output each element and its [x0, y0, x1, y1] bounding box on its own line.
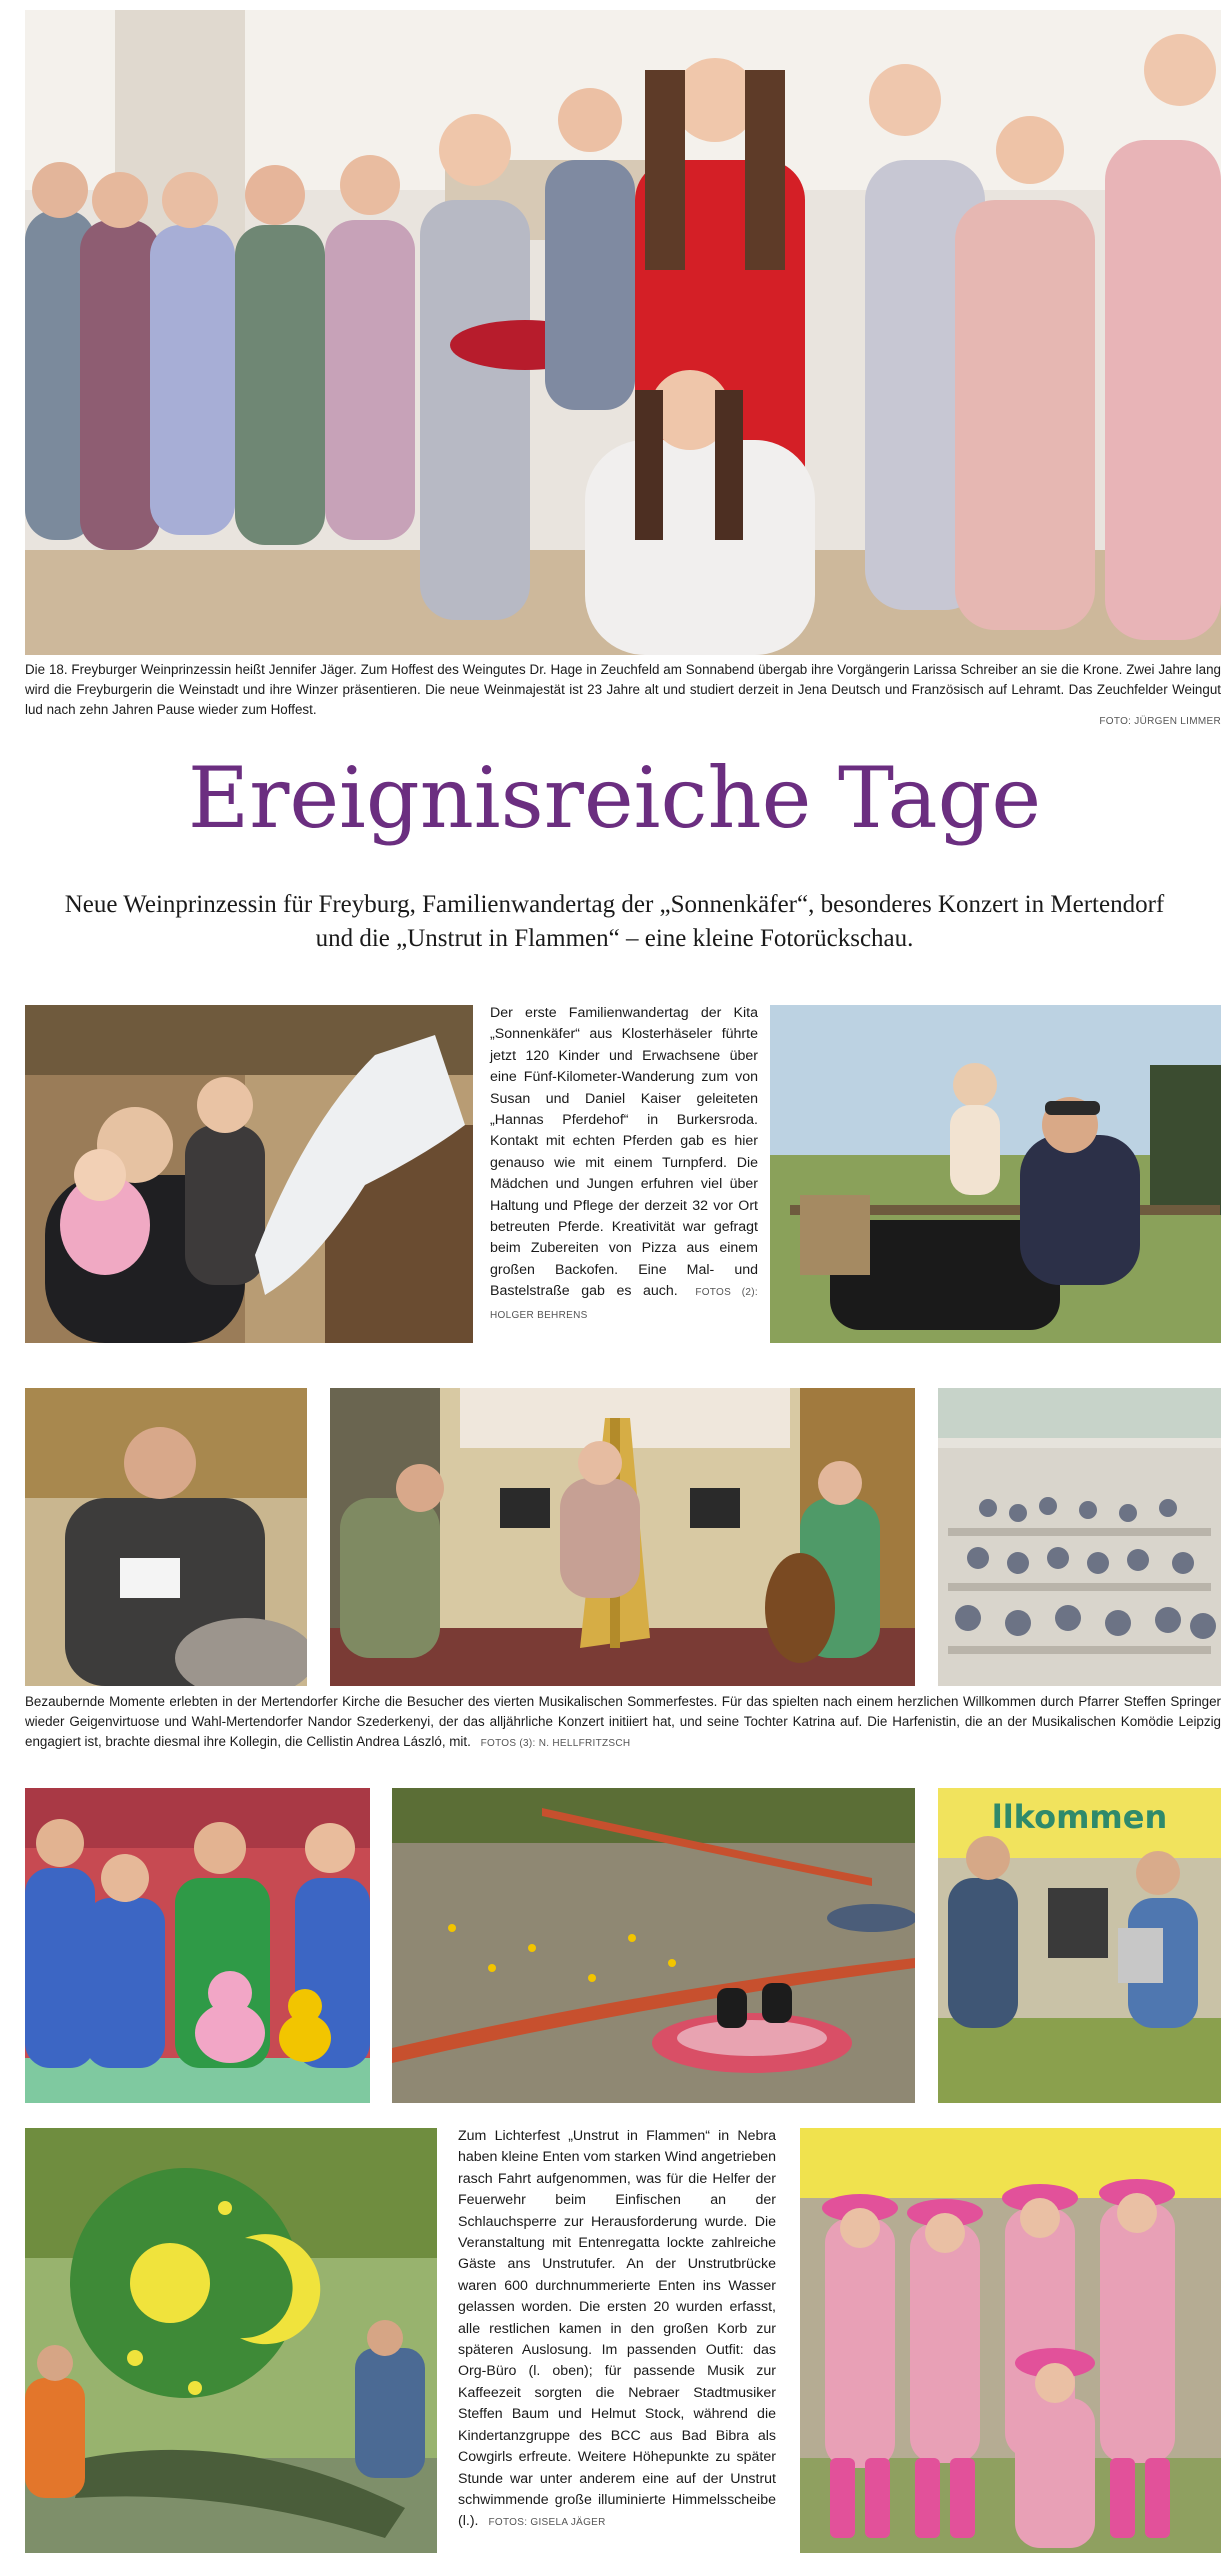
unstrut-story: [458, 2126, 776, 2534]
hike-story-text: Der erste Familienwandertag der Kita „Sonnenkäfer“ aus Klosterhäseler führte jetzt 120 Kinder und Erwachsene über eine Fünf-Kilometer-Wanderung zum von Susan und Daniel Kaiser geleiteten „Hannas Pferdehof“ in Burkersroda. Kontakt mit echten Pferden gab es hier genauso wie mit einem Turnpferd. Die Mädchen und Jungen erfuhren viel über Haltung und Pflege der derzeit 32 vor Ort betreuten Pferde. Kreativität war gefragt beim Zubereiten von Pizza aus einem großen Backofen. Eine Mal- und Bastelstraße gab es auch.: [490, 1005, 758, 1300]
photo-illuminated-sky-disc: [25, 2128, 437, 2553]
top-photo-caption-text: Die 18. Freyburger Weinprinzessin heißt Jennifer Jäger. Zum Hoffest des Weingutes Dr. Hage in Zeuchfeld am Sonnabend übergab ihre Vorgängerin Larissa Schreiber an sie die Krone. Zwei Jahre lang wird die Freyburgerin die Weinstadt und ihre Winzer präsentieren. Die neue Weinmajestät ist 23 Jahre alt und studiert derzeit in Jena Deutsch und Französisch auf Lehramt. Das Zeuchfelder Weingut lud nach zehn Jahren Pause wieder zum Hoffest.: [25, 662, 1221, 717]
top-photo-credit: FOTO: JÜRGEN LIMMER: [1099, 716, 1221, 727]
photo-horse-child: [25, 1005, 473, 1343]
photo-pastor: [25, 1388, 307, 1686]
hike-story: [490, 1003, 758, 1326]
top-photo-caption: [25, 660, 1221, 732]
headline: Ereignisreiche Tage: [187, 749, 1042, 847]
photo-gym-horse: [770, 1005, 1221, 1343]
willkommen-banner: llkommen: [991, 1798, 1168, 1836]
photo-duck-costume-team: [25, 1788, 370, 2103]
photo-river-rescue-boat: [392, 1788, 915, 2103]
concert-credit: FOTOS (3): N. HELLFRITZSCH: [480, 1738, 631, 1749]
concert-caption-text: Bezaubernde Momente erlebten in der Mertendorfer Kirche die Besucher des vierten Musikalischen Sommerfestes. Für das spielten nach einem herzlichen Willkommen durch Pfarrer Steffen Springer wieder Geigenvirtuose und Wahl-Mertendorfer Nandor Szederkenyi, der das alljährliche Konzert initiiert hat, und seine Tochter Katrina auf. Die Harfenistin, die an der Musikalischen Komödie Leipzig engagiert ist, brachte diesmal ihre Kollegin, die Cellistin Andrea László, mit.: [25, 1694, 1221, 1749]
unstrut-credit: FOTOS: GISELA JÄGER: [488, 2517, 606, 2529]
hike-credit: FOTOS (2): HOLGER BEHRENS: [490, 1287, 758, 1321]
concert-caption: [25, 1692, 1221, 1752]
photo-cowgirl-dancers: [800, 2128, 1221, 2553]
subhead: Neue Weinprinzessin für Freyburg, Familienwandertag der „Sonnenkäfer“, besonderes Konzert in Mertendorf und die „Unstrut in Flammen“ – eine kleine Fotorückschau.: [64, 891, 1165, 952]
photo-church-audience: [938, 1388, 1221, 1686]
photo-musicians-willkommen: [938, 1788, 1221, 2103]
photo-wine-princess-group: [25, 10, 1221, 655]
photo-harp-trio: [330, 1388, 915, 1686]
unstrut-story-text: Zum Lichterfest „Unstrut in Flammen“ in Nebra haben kleine Enten vom starken Wind angetrieben rasch Fahrt aufgenommen, was für die Helfer der Feuerwehr beim Einfischen an der Schlauchsperre zur Herausforderung wurde. Die Veranstaltung mit Entenregatta lockte zahlreiche Gäste ans Unstrutufer. An der Unstrutbrücke waren 600 durchnummerierte Enten ins Wasser gelassen worden. Die ersten 20 wurden erfasst, alle restlichen kamen in den großen Korb zur späteren Auslosung. Im passenden Outfit: das Org-Büro (l. oben); für passende Musik zur Kaffeezeit sorgten die Nebraer Stadtmusiker Steffen Baum und Helmut Stock, während die Kindertanzgruppe des BCC aus Bad Bibra als Cowgirls erfreute. Weitere Höhepunkte zu später Stunde war unter anderem eine auf der Unstrut schwimmende große illuminierte Himmelsscheibe (l.).: [458, 2128, 776, 2530]
